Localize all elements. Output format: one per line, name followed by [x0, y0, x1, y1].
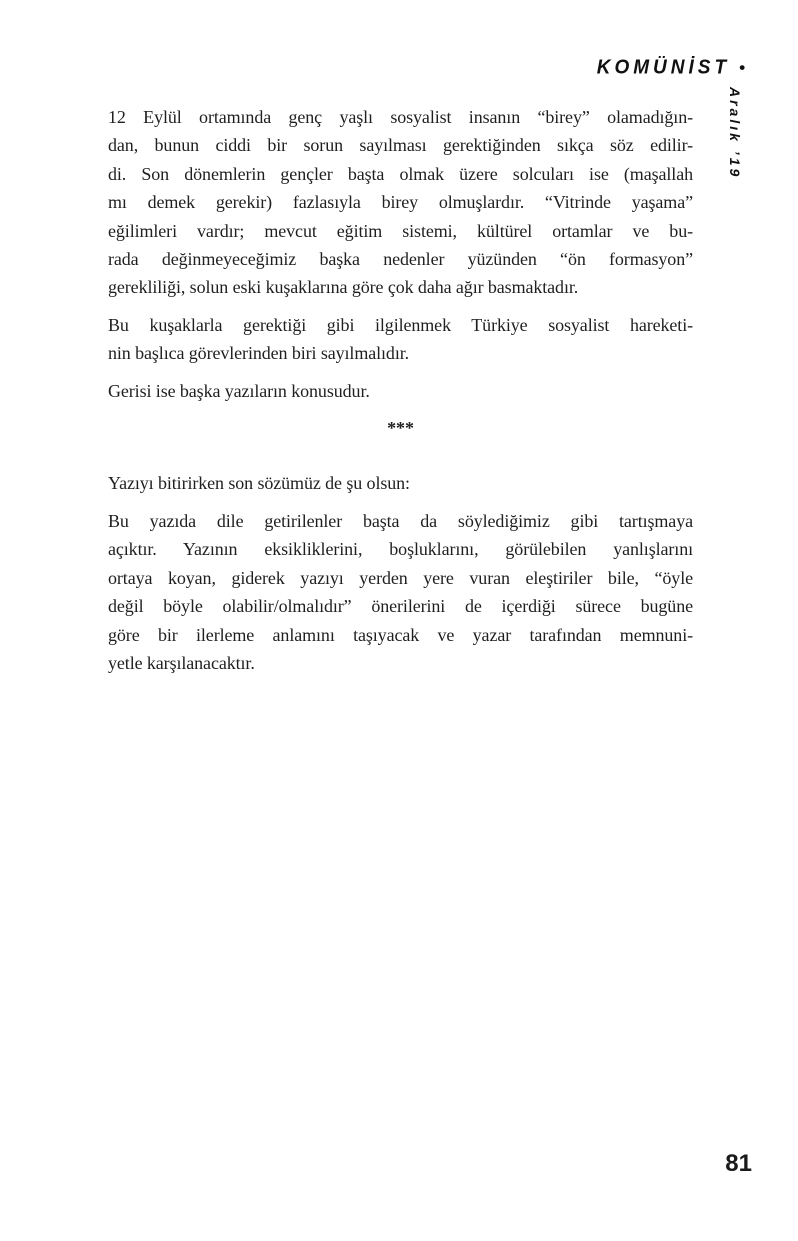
text-line: Gerisi ise başka yazıların konusudur. — [108, 380, 370, 401]
text-line: değil böyle olabilir/olmalıdır” önerilerini de içerdiği sürece bugüne — [108, 596, 693, 617]
text-line: Bu yazıda dile getirilenler başta da söylediğimiz gibi tartışmaya — [108, 510, 693, 531]
section-separator: *** — [387, 418, 414, 439]
text-line: gerekliliği, solun eski kuşaklarına göre çok daha ağır basmaktadır. — [108, 277, 579, 298]
header-bullet-icon: • — [739, 58, 745, 77]
page-number: 81 — [725, 1150, 752, 1177]
text-line: rada değinmeyeceğimiz başka nedenler yüzünden “ön formasyon” — [108, 249, 693, 270]
text-line: 12 Eylül ortamında genç yaşlı sosyalist insanın “birey” olamadığın- — [108, 107, 693, 127]
text-line: eğilimleri vardır; mevcut eğitim sistemi, kültürel ortamlar ve bu- — [108, 220, 693, 241]
text-line: açıktır. Yazının eksikliklerini, boşluklarını, görülebilen yanlışlarını — [108, 539, 693, 560]
issue-label: Aralık ’19 — [727, 87, 743, 180]
text-line: mı demek gerekir) fazlasıyla birey olmuşlardır. “Vitrinde yaşama” — [108, 192, 693, 213]
text-line: ortaya koyan, giderek yazıyı yerden yere vuran eleştiriler bile, “öyle — [108, 567, 693, 588]
page-header — [597, 57, 745, 79]
paragraph — [108, 103, 693, 302]
text-line: nin başlıca görevlerinden biri sayılmalıdır. — [108, 343, 410, 364]
paragraph — [108, 377, 693, 405]
paragraph — [108, 311, 693, 368]
paragraph — [108, 507, 693, 677]
text-line: dan, bunun ciddi bir sorun sayılması gerektiğinden sıkça söz edilir- — [108, 135, 693, 156]
paragraph — [108, 469, 693, 497]
journal-title: KOMÜNİST — [596, 56, 731, 79]
text-line: göre bir ilerleme anlamını taşıyacak ve yazar tarafından memnuni- — [108, 624, 693, 645]
text-line: di. Son dönemlerin gençler başta olmak üzere solcuları ise (maşallah — [108, 163, 693, 184]
text-line: yetle karşılanacaktır. — [108, 652, 255, 673]
article-body — [108, 103, 693, 686]
text-line: Yazıyı bitirirken son sözümüz de şu olsun: — [108, 473, 410, 494]
text-line: Bu kuşaklarla gerektiği gibi ilgilenmek Türkiye sosyalist hareketi- — [108, 314, 693, 335]
